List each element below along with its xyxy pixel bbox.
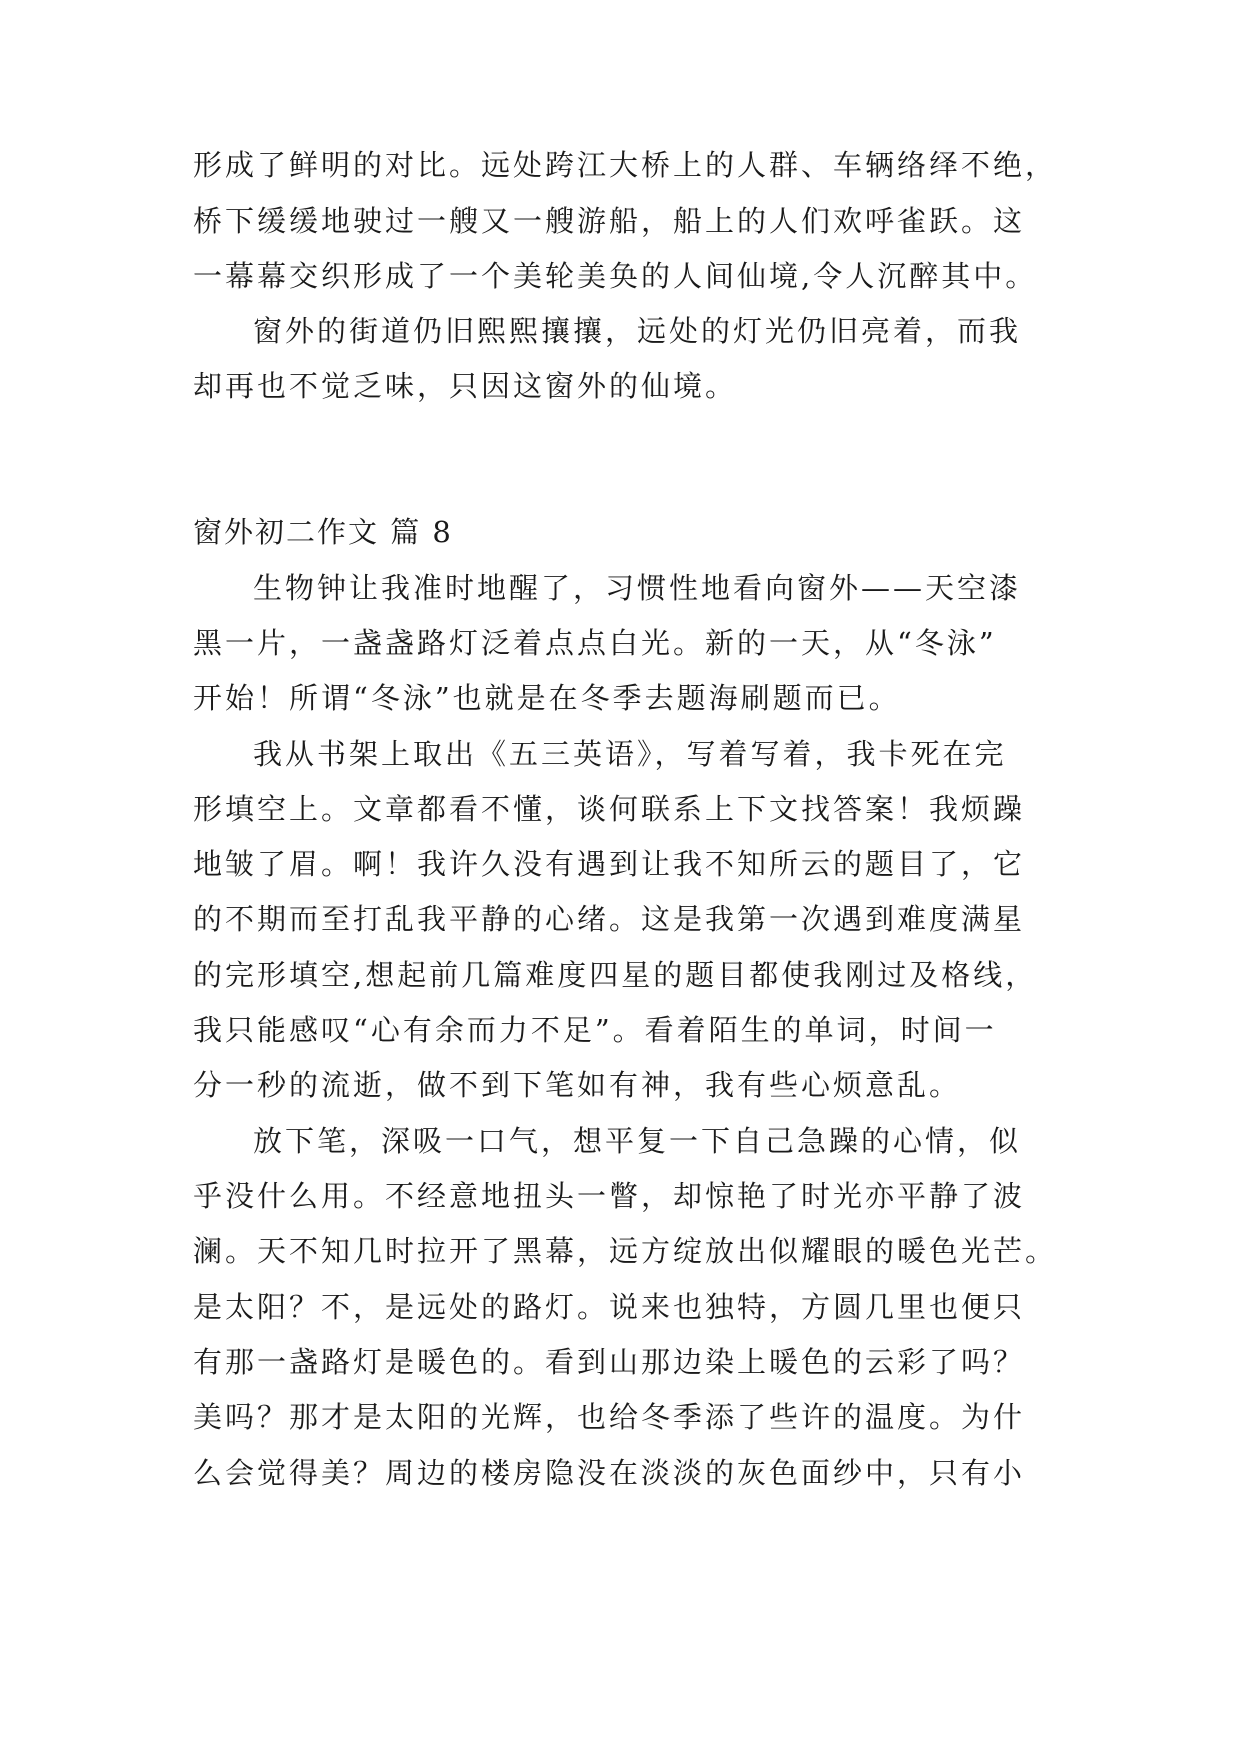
text-line: 窗外的街道仍旧熙熙攘攘，远处的灯光仍旧亮着，而我 — [253, 314, 1022, 348]
text-line: 桥下缓缓地驶过一艘又一艘游船，船上的人们欢呼雀跃。这 — [193, 204, 1026, 238]
text-line: 放下笔，深吸一口气，想平复一下自己急躁的心情，似 — [253, 1124, 1022, 1158]
text-line: 分一秒的流逝，做不到下笔如有神，我有些心烦意乱。 — [193, 1068, 962, 1102]
text-line: 乎没什么用。不经意地扭头一瞥，却惊艳了时光亦平静了波 — [193, 1179, 1026, 1213]
text-line: 却再也不觉乏味，只因这窗外的仙境。 — [193, 369, 738, 403]
text-line: 生物钟让我准时地醒了，习惯性地看向窗外——天空漆 — [253, 571, 1022, 605]
section-title: 窗外初二作文 篇 8 — [193, 515, 453, 549]
text-line: 的完形填空,想起前几篇难度四星的题目都使我刚过及格线， — [193, 958, 1038, 992]
text-line: 黑一片，一盏盏路灯泛着点点白光。新的一天，从“冬泳” — [193, 626, 997, 660]
text-line: 开始！所谓“冬泳”也就是在冬季去题海刷题而已。 — [193, 681, 901, 715]
text-line: 么会觉得美？周边的楼房隐没在淡淡的灰色面纱中，只有小 — [193, 1456, 1026, 1490]
text-line: 我只能感叹“心有余而力不足”。看着陌生的单词，时间一 — [193, 1013, 997, 1047]
text-line: 形成了鲜明的对比。远处跨江大桥上的人群、车辆络绎不绝， — [193, 148, 1058, 182]
text-line: 形填空上。文章都看不懂，谈何联系上下文找答案！我烦躁 — [193, 792, 1026, 826]
text-line: 一幕幕交织形成了一个美轮美奂的人间仙境,令人沉醉其中。 — [193, 259, 1038, 293]
text-line: 美吗？那才是太阳的光辉，也给冬季添了些许的温度。为什 — [193, 1400, 1026, 1434]
text-line: 我从书架上取出《五三英语》，写着写着，我卡死在完 — [253, 737, 1007, 771]
text-line: 澜。天不知几时拉开了黑幕，远方绽放出似耀眼的暖色光芒。 — [193, 1234, 1058, 1268]
text-line: 的不期而至打乱我平静的心绪。这是我第一次遇到难度满星 — [193, 902, 1026, 936]
text-line: 地皱了眉。啊！我许久没有遇到让我不知所云的题目了，它 — [193, 847, 1026, 881]
text-line: 是太阳？不，是远处的路灯。说来也独特，方圆几里也便只 — [193, 1290, 1026, 1324]
text-line: 有那一盏路灯是暖色的。看到山那边染上暖色的云彩了吗？ — [193, 1345, 1026, 1379]
